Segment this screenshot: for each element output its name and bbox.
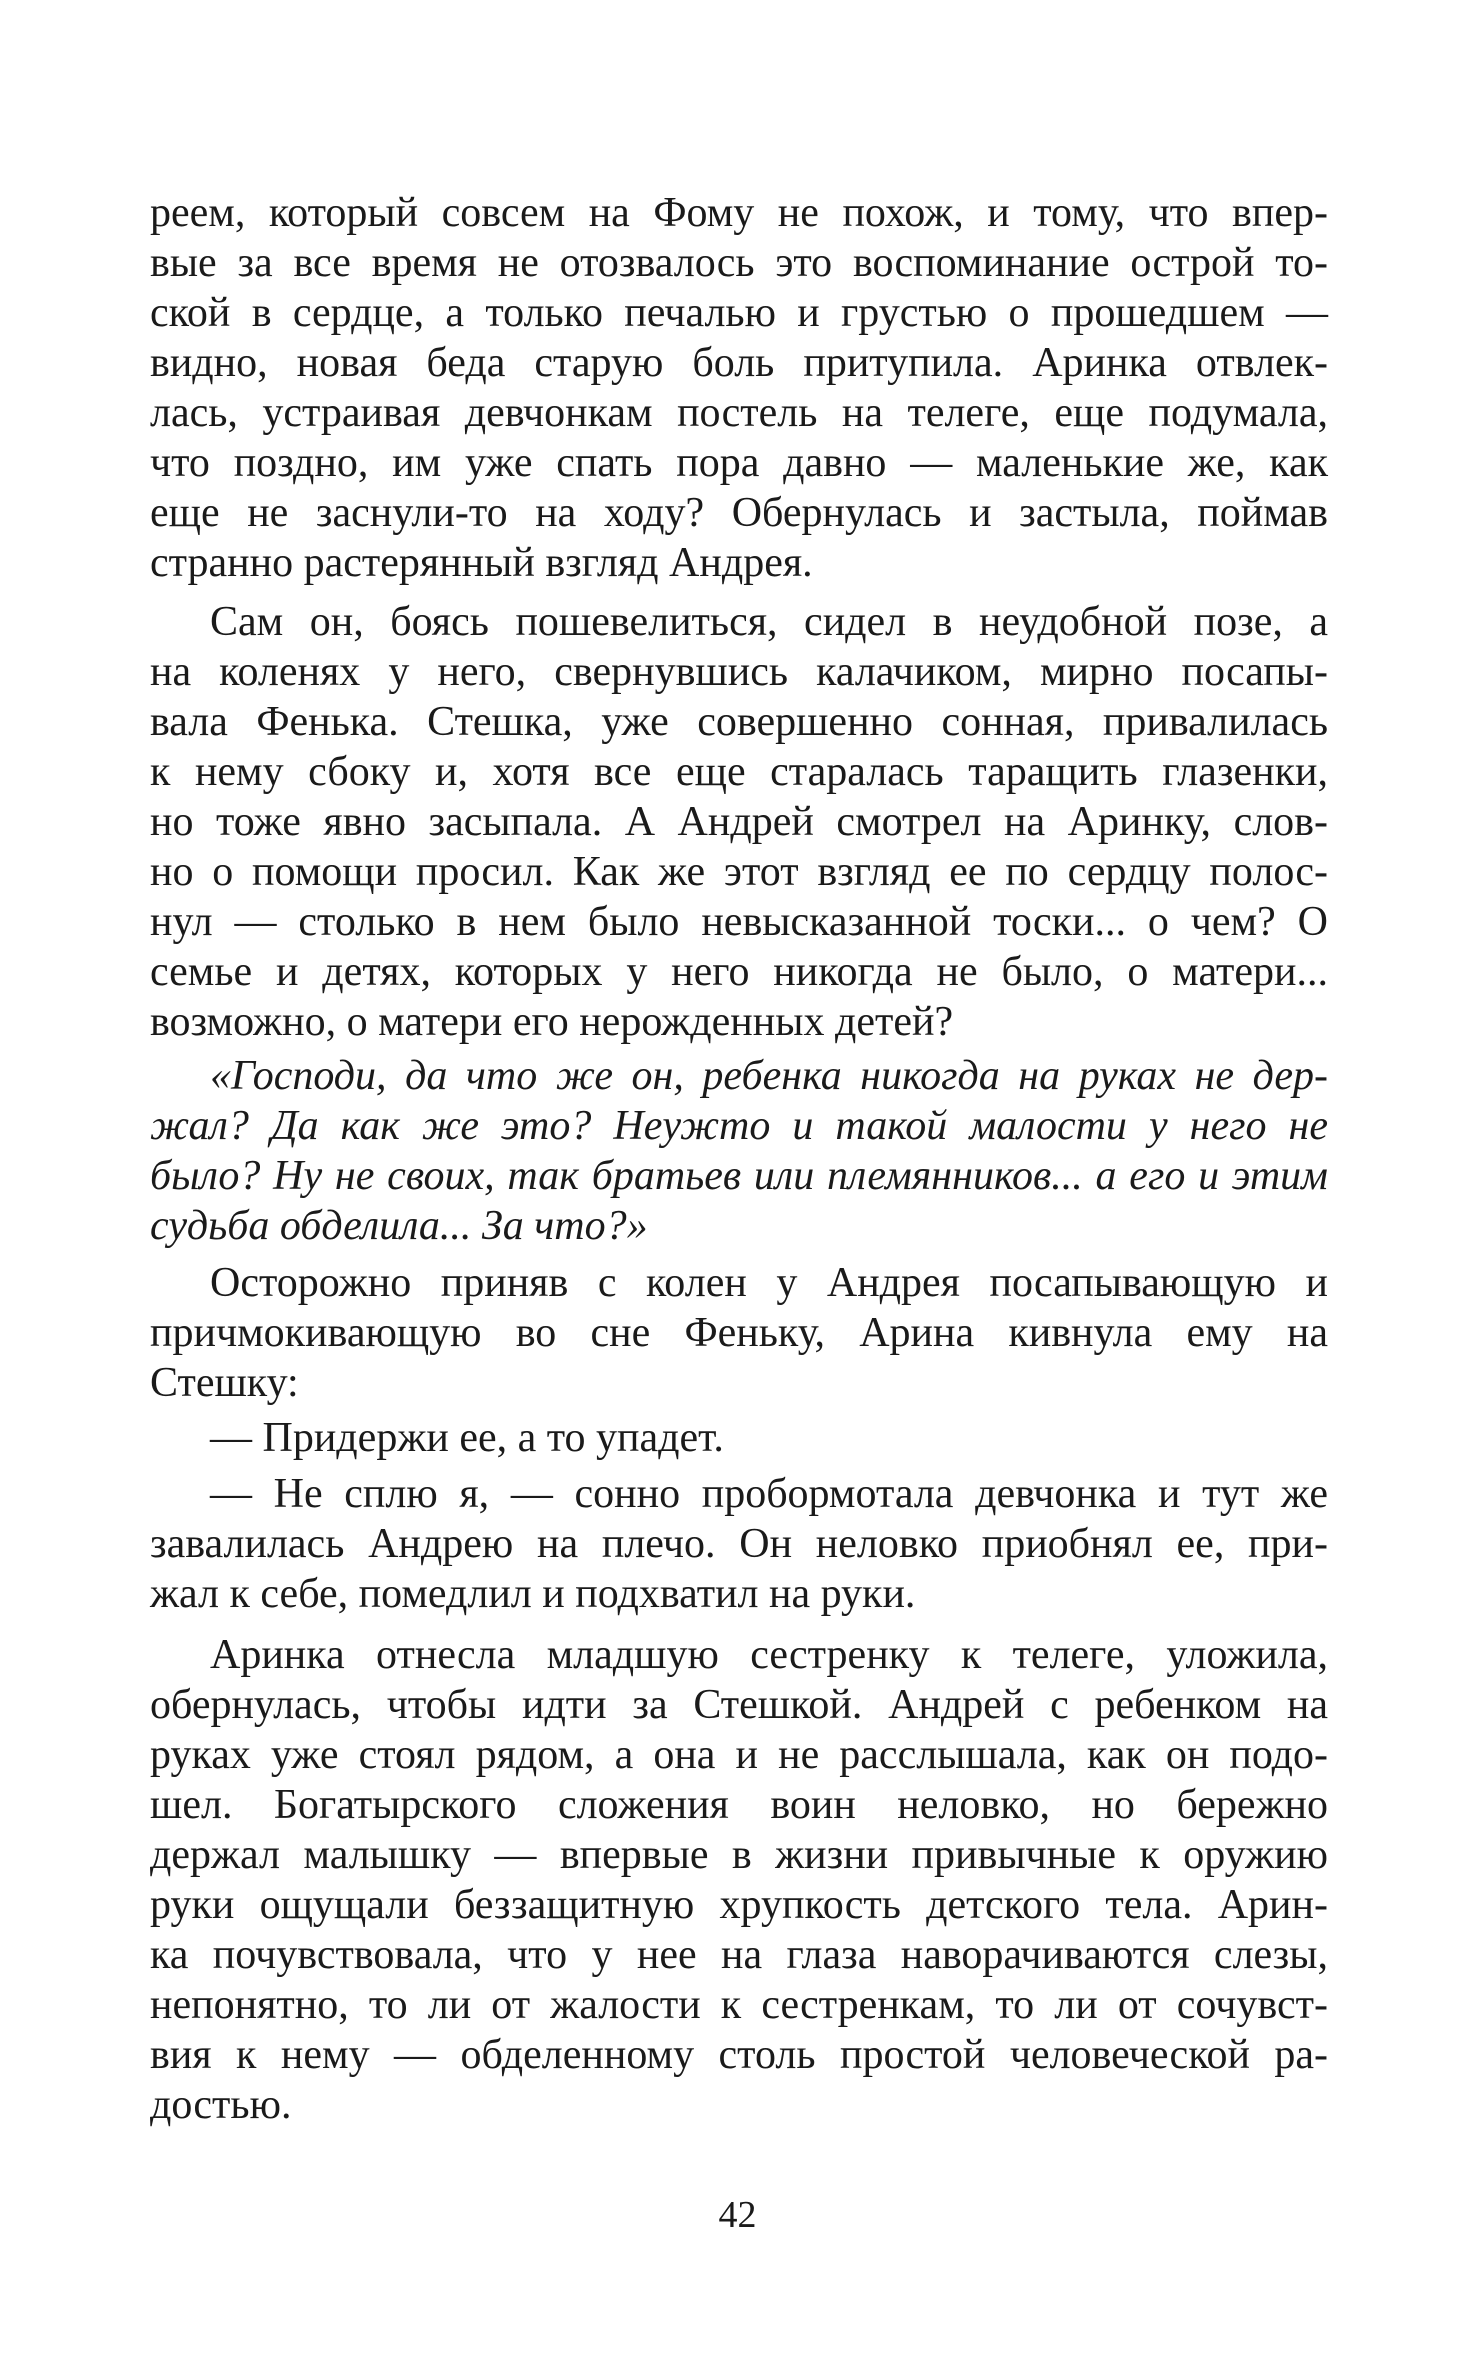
text-line: реем, который совсем на Фому не похож, и тому, что впер- bbox=[150, 190, 1328, 236]
text-line: руках уже стоял рядом, а она и не расслышала, как он подо- bbox=[150, 1732, 1328, 1778]
text-line: достью. bbox=[150, 2082, 292, 2128]
text-line: вия к нему — обделенному столь простой человеческой ра- bbox=[150, 2032, 1328, 2078]
text-line: причмокивающую во сне Феньку, Арина кивнула ему на bbox=[150, 1310, 1328, 1356]
text-line: вые за все время не отозвалось это воспоминание острой то- bbox=[150, 240, 1328, 286]
text-line: нул — столько в нем было невысказанной тоски... о чем? О bbox=[150, 899, 1328, 945]
text-line: Сам он, боясь пошевелиться, сидел в неудобной позе, а bbox=[210, 599, 1328, 645]
text-line: Аринка отнесла младшую сестренку к телеге, уложила, bbox=[210, 1632, 1328, 1678]
text-line: вала Фенька. Стешка, уже совершенно сонная, привалилась bbox=[150, 699, 1328, 745]
text-line: ка почувствовала, что у нее на глаза наворачиваются слезы, bbox=[150, 1932, 1328, 1978]
text-line: к нему сбоку и, хотя все еще старалась таращить глазенки, bbox=[150, 749, 1328, 795]
text-line: судьба обделила... За что?» bbox=[150, 1203, 648, 1249]
text-line: «Господи, да что же он, ребенка никогда на руках не дер- bbox=[210, 1053, 1328, 1099]
text-line: завалилась Андрею на плечо. Он неловко приобнял ее, при- bbox=[150, 1521, 1328, 1567]
text-line: семье и детях, которых у него никогда не было, о матери... bbox=[150, 949, 1328, 995]
text-line: Стешку: bbox=[150, 1360, 299, 1406]
page-number: 42 bbox=[718, 2194, 757, 2236]
text-line: — Не сплю я, — сонно пробормотала девчонка и тут же bbox=[210, 1471, 1328, 1517]
text-line: странно растерянный взгляд Андрея. bbox=[150, 540, 813, 586]
text-line: что поздно, им уже спать пора давно — маленькие же, как bbox=[150, 440, 1328, 486]
text-line: жал к себе, помедлил и подхватил на руки. bbox=[150, 1571, 916, 1617]
text-line: на коленях у него, свернувшись калачиком, мирно посапы- bbox=[150, 649, 1328, 695]
text-line: было? Ну не своих, так братьев или племянников... а его и этим bbox=[150, 1153, 1328, 1199]
text-line: обернулась, чтобы идти за Стешкой. Андрей с ребенком на bbox=[150, 1682, 1328, 1728]
text-line: шел. Богатырского сложения воин неловко, но бережно bbox=[150, 1782, 1328, 1828]
page-body bbox=[150, 188, 1328, 2288]
text-line: Осторожно приняв с колен у Андрея посапывающую и bbox=[210, 1260, 1328, 1306]
text-line: непонятно, то ли от жалости к сестренкам, то ли от сочувст- bbox=[150, 1982, 1328, 2028]
text-line: но тоже явно засыпала. А Андрей смотрел на Аринку, слов- bbox=[150, 799, 1328, 845]
text-line: видно, новая беда старую боль притупила. Аринка отвлек- bbox=[150, 340, 1328, 386]
text-line: ской в сердце, а только печалью и грустью о прошедшем — bbox=[150, 290, 1328, 336]
text-line: возможно, о матери его нерожденных детей? bbox=[150, 999, 954, 1045]
text-line: — Придержи ее, а то упадет. bbox=[210, 1415, 724, 1461]
text-line: лась, устраивая девчонкам постель на телеге, еще подумала, bbox=[150, 390, 1328, 436]
text-line: жал? Да как же это? Неужто и такой малости у него не bbox=[150, 1103, 1328, 1149]
text-line: руки ощущали беззащитную хрупкость детского тела. Арин- bbox=[150, 1882, 1328, 1928]
text-line: еще не заснули-то на ходу? Обернулась и застыла, поймав bbox=[150, 490, 1328, 536]
text-line: но о помощи просил. Как же этот взгляд ее по сердцу полос- bbox=[150, 849, 1328, 895]
text-line: держал малышку — впервые в жизни привычные к оружию bbox=[150, 1832, 1328, 1878]
